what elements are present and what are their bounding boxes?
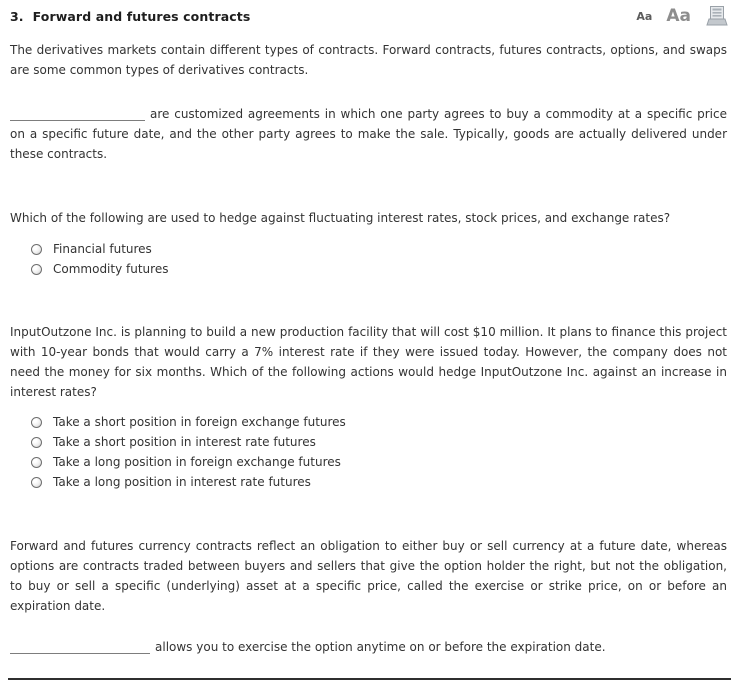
question-number: 3. xyxy=(10,8,24,24)
radio-button-icon[interactable] xyxy=(31,417,42,428)
radio-option[interactable] xyxy=(10,412,727,432)
page-title xyxy=(10,9,250,24)
font-size-increase-button[interactable]: Aa xyxy=(666,6,691,26)
radio-option-label: Commodity futures xyxy=(53,262,169,276)
question-2-options xyxy=(10,412,727,492)
radio-option[interactable] xyxy=(10,432,727,452)
radio-option-label: Take a long position in interest rate futures xyxy=(53,475,311,489)
printer-icon xyxy=(705,5,729,27)
radio-button-icon[interactable] xyxy=(31,457,42,468)
header-controls xyxy=(636,5,729,27)
radio-option-label: Financial futures xyxy=(53,242,152,256)
question-1-options xyxy=(10,239,727,279)
radio-option-label: Take a short position in foreign exchange futures xyxy=(53,415,346,429)
font-size-decrease-button[interactable]: Aa xyxy=(636,9,653,23)
question-header xyxy=(0,0,737,28)
radio-button-icon[interactable] xyxy=(31,244,42,255)
fill-blank-paragraph-1 xyxy=(10,104,727,164)
radio-option[interactable] xyxy=(10,472,727,492)
fill-blank-paragraph-2 xyxy=(10,637,727,657)
fill-blank-2-text: allows you to exercise the option anytime on or before the expiration date. xyxy=(155,640,606,654)
question-1-prompt: Which of the following are used to hedge against fluctuating interest rates, stock prices, and exchange rates? xyxy=(10,211,671,225)
radio-option-label: Take a short position in interest rate futures xyxy=(53,435,316,449)
question-title: Forward and futures contracts xyxy=(32,8,251,24)
radio-option-label: Take a long position in foreign exchange futures xyxy=(53,455,341,469)
radio-button-icon[interactable] xyxy=(31,264,42,275)
question-content xyxy=(0,40,737,657)
print-button[interactable] xyxy=(705,5,729,27)
fill-blank-1-text: are customized agreements in which one party agrees to buy a commodity at a specific price on a specific future date, and the other party agrees to make the sale. Typically, goods are actually delivered under these contracts. xyxy=(10,107,727,161)
intro-paragraph: The derivatives markets contain different types of contracts. Forward contracts, futures contracts, options, and swaps are some common types of derivatives contracts. xyxy=(10,43,727,77)
radio-option[interactable] xyxy=(10,259,727,279)
radio-button-icon[interactable] xyxy=(31,437,42,448)
radio-button-icon[interactable] xyxy=(31,477,42,488)
question-2-prompt: InputOutzone Inc. is planning to build a new production facility that will cost $10 million. It plans to finance this project with 10-year bonds that would carry a 7% interest rate if they were issued today. However, the company does not need the money for six months. Which of the following actions would hedge InputOutzone Inc. against an increase in interest rates? xyxy=(10,325,727,399)
fill-blank-dropdown-2[interactable] xyxy=(10,638,150,654)
fill-blank-dropdown-1[interactable] xyxy=(10,105,145,121)
radio-option[interactable] xyxy=(10,452,727,472)
radio-option[interactable] xyxy=(10,239,727,259)
options-passage: Forward and futures currency contracts reflect an obligation to either buy or sell currency at a future date, whereas options are contracts traded between buyers and sellers that give the option holder the right, but not the obligation, to buy or sell a specific (underlying) asset at a specific price, called the exercise or strike price, on or before an expiration date. xyxy=(10,539,727,613)
